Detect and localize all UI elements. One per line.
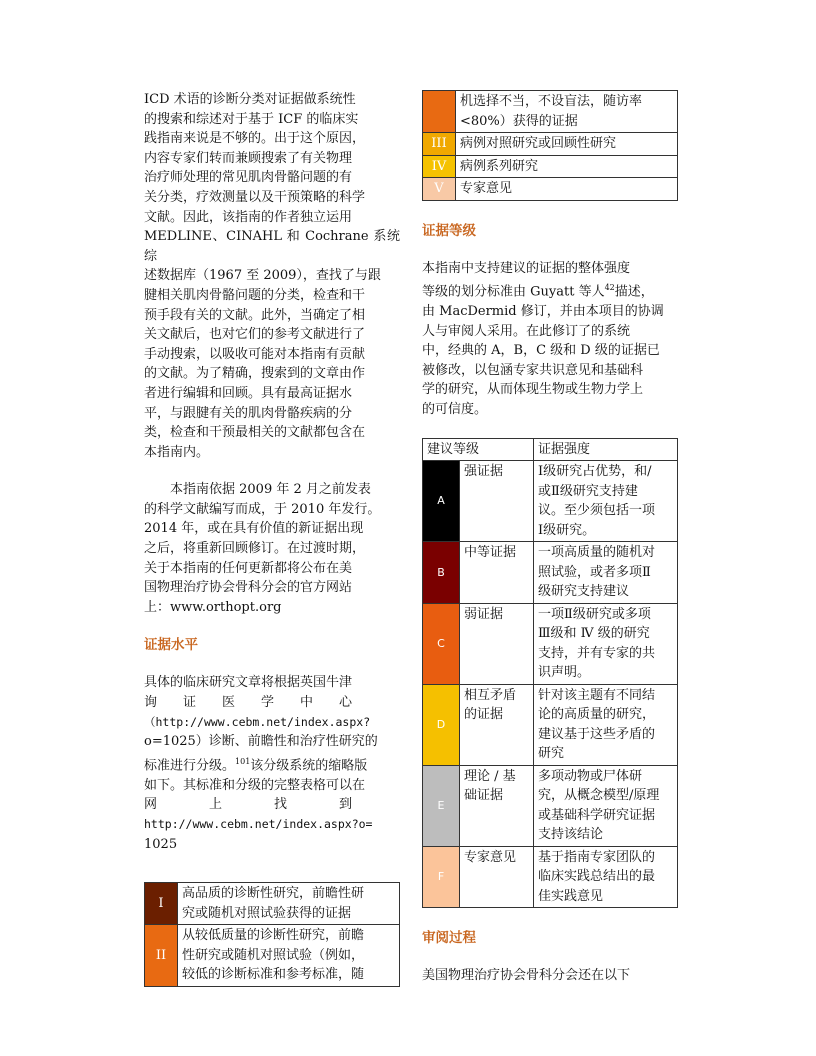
table-row	[423, 91, 678, 133]
text-line: 或Ⅱ级研究支持建	[538, 483, 638, 499]
evidence-levels-table-continued	[422, 90, 678, 201]
text-line: 议。至少须包括一项	[538, 503, 656, 519]
text-line: Ⅲ级和 Ⅳ 级的研究	[538, 626, 650, 642]
text-line: 针对该主题有不同结	[538, 687, 656, 703]
grade-strength	[460, 684, 534, 765]
grade-description	[534, 684, 678, 765]
grade-description	[534, 603, 678, 684]
grade-description	[534, 461, 678, 542]
text-line: 支持，并有专家的共	[538, 645, 656, 661]
grade-paragraph	[422, 259, 678, 420]
grade-code: E	[423, 765, 460, 846]
citation-101: 101	[235, 756, 251, 766]
text-line: 多项动物或尸体研	[538, 768, 643, 784]
grade-description	[534, 765, 678, 846]
text-line: 临床实践总结出的最	[538, 869, 656, 885]
text-line: 的科学文献编写而成，于 2010 年发行。	[144, 501, 381, 517]
left-column	[144, 90, 400, 987]
text-line: 询 证 医 学 中 心	[144, 695, 353, 711]
level-cell: I	[145, 883, 178, 925]
text-fragment: 描述，	[614, 284, 654, 300]
text-line: Ⅰ级研究占优势，和/	[538, 464, 652, 480]
level-description	[456, 178, 678, 201]
text-line: 础证据	[464, 788, 504, 804]
text-line: 一项高质量的随机对	[538, 545, 656, 561]
evidence-levels-table	[144, 882, 400, 987]
text-line: 者进行编辑和回顾。具有最高证据水	[144, 385, 353, 401]
text-line: 1025	[144, 836, 178, 852]
text-line: 关文献后，也对它们的参考文献进行了	[144, 327, 366, 343]
text-line: 具体的临床研究文章将根据英国牛津	[144, 675, 353, 691]
text-line: MEDLINE、CINAHL 和 Cochrane 系统综	[144, 229, 400, 264]
text-line: 佳实践意见	[538, 888, 604, 904]
level-description	[178, 925, 400, 987]
text-line: <80%）获得的证据	[460, 113, 578, 129]
text-line: 机选择不当，不设盲法，随访率	[460, 94, 643, 109]
grade-code: B	[423, 542, 460, 604]
text-line: 网 上 找 到	[144, 797, 353, 813]
text-line: 美国物理治疗协会骨科分会还在以下	[422, 968, 631, 984]
grade-strength	[460, 461, 534, 542]
text-line: 预手段有关的文献。此外，当确定了相	[144, 307, 366, 323]
table-header-row	[423, 438, 678, 461]
text-line: 级研究支持建议	[538, 584, 630, 600]
table-row	[423, 684, 678, 765]
text-line: 的证据	[464, 707, 504, 723]
text-line: 关于本指南的任何更新都将公布在美	[144, 560, 353, 576]
text-line: 关分类，疗效测量以及干预策略的科学	[144, 189, 366, 205]
text-line: 论的高质量的研究，	[538, 707, 656, 723]
text-line: 研究	[538, 746, 565, 762]
text-line: 专家意见	[464, 849, 517, 865]
level-description	[178, 883, 400, 925]
text-line: 病例对照研究或回顾性研究	[460, 136, 617, 151]
text-fragment: 该分级系统的缩略版	[250, 758, 368, 774]
text-line: 性研究或随机对照试验（例如，	[182, 947, 365, 963]
text-line: Ⅰ级研究。	[538, 522, 596, 538]
recommendation-grade-table	[422, 438, 678, 909]
text-line: 或基础科学研究证据	[538, 807, 656, 823]
grade-strength	[460, 542, 534, 604]
text-line: 相互矛盾	[464, 687, 517, 703]
text-line: 究，从概念模型/原理	[538, 788, 660, 804]
text-line: 本指南内。	[144, 444, 210, 460]
grade-strength	[460, 846, 534, 908]
level-cell	[423, 91, 456, 133]
text-line: 内容专家们转而兼顾搜索了有关物理	[144, 150, 353, 166]
level-cell: II	[145, 925, 178, 987]
header-recommendation: 建议等级	[423, 438, 534, 461]
text-line: 中等证据	[464, 545, 517, 561]
grade-description	[534, 846, 678, 908]
text-line	[422, 278, 678, 302]
text-line: 高品质的诊断性研究，前瞻性研	[182, 886, 365, 902]
text-line: 2014 年，或在具有价值的新证据出现	[144, 521, 364, 537]
text-line: o=1025）诊断、前瞻性和治疗性研究的	[144, 734, 378, 750]
heading-evidence-level: 证据水平	[144, 637, 198, 654]
text-line: 平，与跟腱有关的肌肉骨骼疾病的分	[144, 405, 353, 421]
text-line: 较低的诊断标准和参考标准，随	[182, 967, 365, 983]
grade-code: F	[423, 846, 460, 908]
table-row	[423, 542, 678, 604]
text-line: http://www.cebm.net/index.aspx?o=	[144, 816, 373, 831]
text-line: 如下。其标准和分级的完整表格可以在	[144, 777, 366, 793]
text-line: 理论 / 基	[464, 768, 516, 784]
text-line: 腱相关肌肉骨骼问题的分类，检查和干	[144, 287, 366, 303]
citation-42: 42	[604, 283, 615, 293]
text-line: 本指南中支持建议的证据的整体强度	[422, 260, 631, 276]
level-cell: V	[423, 178, 456, 201]
table-row	[145, 883, 400, 925]
grading-paragraph	[144, 673, 400, 854]
table-row	[423, 155, 678, 178]
text-line: 弱证据	[464, 606, 504, 622]
level-cell: III	[423, 133, 456, 156]
text-fragment: 等级的划分标准由 Guyatt 等人	[422, 284, 605, 300]
text-line: 支持该结论	[538, 827, 604, 843]
text-line: 专家意见	[460, 181, 513, 196]
right-column	[422, 90, 678, 986]
heading-evidence-grade: 证据等级	[422, 222, 476, 239]
text-line: 强证据	[464, 464, 504, 480]
text-line: 文献。因此，该指南的作者独立运用	[144, 209, 353, 225]
intro-paragraph	[144, 90, 400, 462]
publication-paragraph	[144, 480, 400, 617]
level-description	[456, 91, 678, 133]
text-line: 述数据库（1967 至 2009），查找了与跟	[144, 268, 381, 284]
level-cell: IV	[423, 155, 456, 178]
heading-review-process: 审阅过程	[422, 930, 476, 947]
text-line: 践指南来说是不够的。出于这个原因，	[144, 131, 366, 147]
table-row	[423, 461, 678, 542]
text-line: 的可信度。	[422, 401, 488, 417]
text-line: 类，检查和干预最相关的文献都包含在	[144, 425, 366, 441]
text-line: 建议基于这些矛盾的	[538, 726, 656, 742]
text-line: 照试验，或者多项Ⅱ	[538, 564, 651, 580]
table-row	[423, 846, 678, 908]
grade-description	[534, 542, 678, 604]
grade-strength	[460, 603, 534, 684]
level-description	[456, 155, 678, 178]
text-line: 究或随机对照试验获得的证据	[182, 905, 352, 921]
text-line: 一项Ⅱ级研究或多项	[538, 606, 651, 622]
text-line: （http://www.cebm.net/index.aspx?	[144, 714, 371, 729]
level-description	[456, 133, 678, 156]
grade-code: D	[423, 684, 460, 765]
table-row	[145, 925, 400, 987]
text-line: 国物理治疗协会骨科分会的官方网站	[144, 580, 353, 596]
text-line: 由 MacDermid 修订，并由本项目的协调	[422, 304, 664, 320]
text-line: 的搜索和综述对于基于 ICF 的临床实	[144, 111, 359, 127]
text-fragment: 标准进行分级。	[144, 758, 236, 774]
table-row	[423, 133, 678, 156]
text-line: 中，经典的 A，B，C 级和 D 级的证据已	[422, 343, 660, 359]
grade-code: C	[423, 603, 460, 684]
table-row	[423, 178, 678, 201]
text-line: ICD 术语的诊断分类对证据做系统性	[144, 92, 356, 107]
text-line: 学的研究，从而体现生物或生物力学上	[422, 382, 644, 398]
text-line: 识声明。	[538, 665, 591, 681]
text-line: 手动搜索，以吸收可能对本指南有贡献	[144, 346, 366, 362]
header-strength: 证据强度	[534, 438, 678, 461]
text-line: 病例系列研究	[460, 158, 539, 174]
text-line: 本指南依据 2009 年 2 月之前发表	[144, 482, 371, 498]
text-line: 治疗师处理的常见肌肉骨骼问题的有	[144, 170, 353, 186]
grade-code: A	[423, 461, 460, 542]
text-line: 基于指南专家团队的	[538, 849, 656, 865]
table-row	[423, 603, 678, 684]
text-line: 从较低质量的诊断性研究，前瞻	[182, 928, 365, 944]
table-row	[423, 765, 678, 846]
text-line: 的文献。为了精确，搜索到的文章由作	[144, 366, 366, 382]
text-line: 之后，将重新回顾修订。在过渡时期，	[144, 541, 366, 557]
text-line	[144, 752, 400, 776]
text-line: 被修改，以包涵专家共识意见和基础科	[422, 362, 644, 378]
text-line: 人与审阅人采用。在此修订了的系统	[422, 323, 631, 339]
text-line: 上：www.orthopt.org	[144, 599, 282, 615]
grade-strength	[460, 765, 534, 846]
